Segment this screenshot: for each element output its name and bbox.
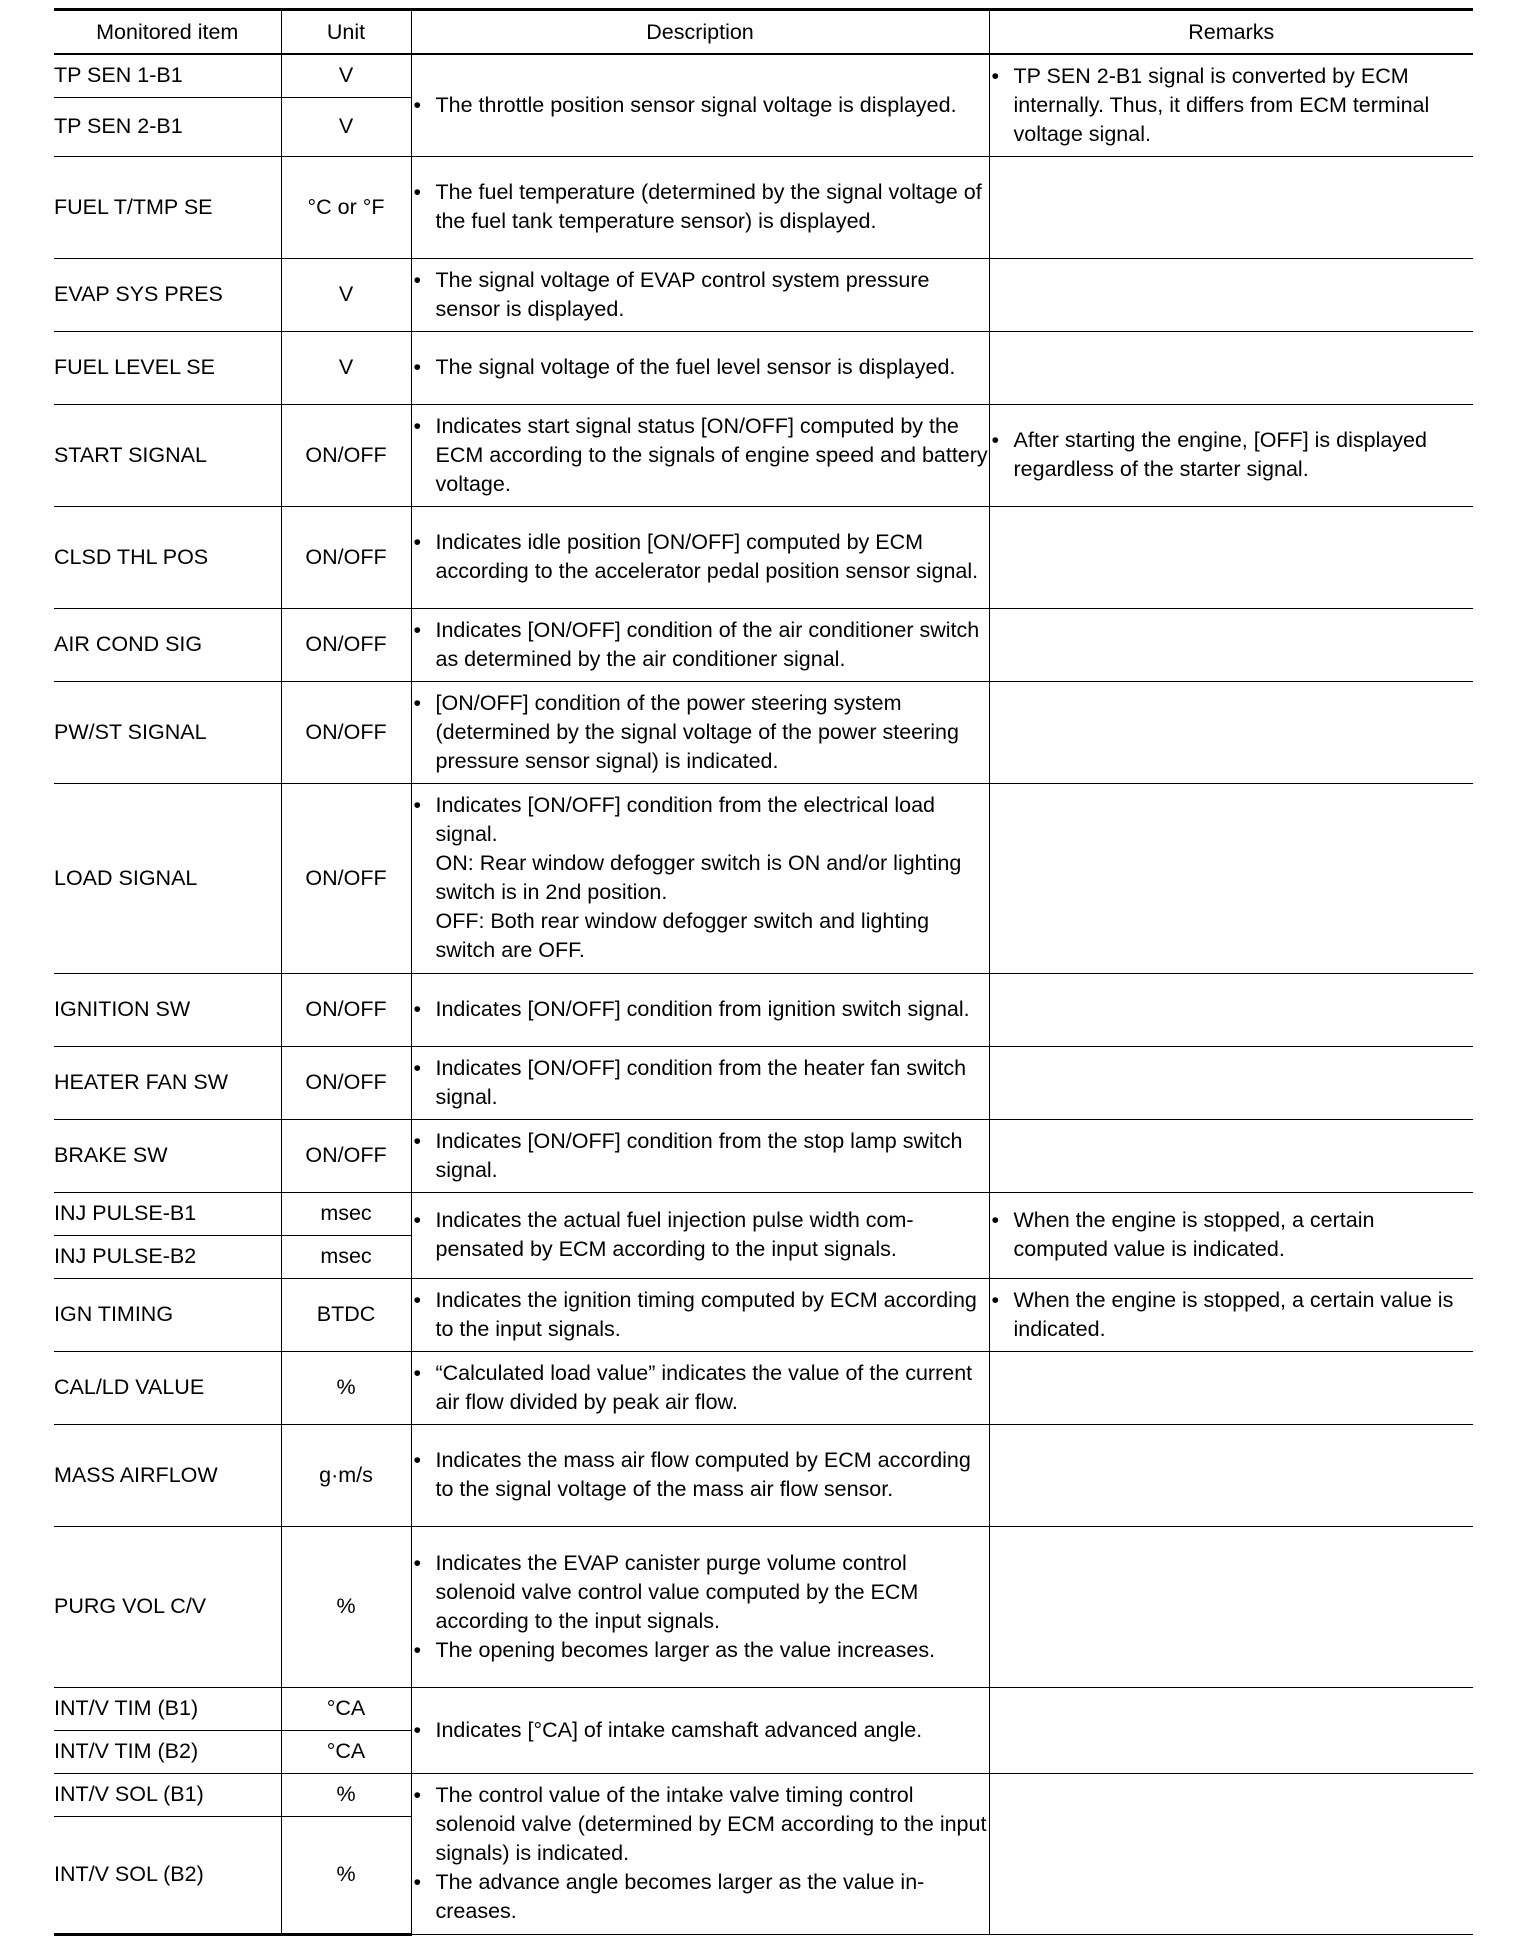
remarks-cell: [989, 331, 1473, 404]
unit-cell: ON/OFF: [281, 783, 411, 973]
description-text: • Indicates [ON/OFF] condition from ignition switch signal.: [412, 995, 989, 1024]
remarks-cell: [989, 156, 1473, 258]
unit-cell: ON/OFF: [281, 506, 411, 608]
item-cell: AIR COND SIG: [54, 608, 281, 681]
header-monitored-item: Monitored item: [54, 10, 281, 55]
description-cell: [411, 54, 989, 156]
item-cell: TP SEN 2-B1: [54, 97, 281, 156]
description-cell: [411, 258, 989, 331]
table-header-row: [54, 10, 1473, 55]
remarks-text: • When the engine is stopped, a certain computed value is indicated.: [990, 1206, 1474, 1264]
unit-cell: msec: [281, 1235, 411, 1278]
item-cell: FUEL LEVEL SE: [54, 331, 281, 404]
description-cell: [411, 1278, 989, 1351]
description-cell: [411, 1687, 989, 1773]
table-row: [54, 1526, 1473, 1687]
unit-cell: ON/OFF: [281, 681, 411, 783]
remarks-cell: [989, 404, 1473, 506]
unit-cell: %: [281, 1773, 411, 1816]
table-row: [54, 608, 1473, 681]
description-cell: [411, 681, 989, 783]
description-cell: [411, 973, 989, 1046]
table-row: [54, 331, 1473, 404]
item-cell: HEATER FAN SW: [54, 1046, 281, 1119]
remarks-cell: [989, 1773, 1473, 1934]
remarks-cell: [989, 258, 1473, 331]
description-cell: [411, 331, 989, 404]
description-off-text: OFF: Both rear window defogger switch and lighting switch are OFF.: [435, 909, 930, 962]
monitored-items-table: [54, 8, 1473, 1936]
remarks-cell: [989, 783, 1473, 973]
table-row: [54, 1192, 1473, 1235]
item-cell: FUEL T/TMP SE: [54, 156, 281, 258]
remarks-text: • After starting the engine, [OFF] is displayed regardless of the starter signal.: [990, 426, 1474, 484]
header-description: Description: [411, 10, 989, 55]
description-cell: [411, 1351, 989, 1424]
remarks-cell: [989, 1424, 1473, 1526]
unit-cell: ON/OFF: [281, 1119, 411, 1192]
remarks-text: • When the engine is stopped, a certain value is indicated.: [990, 1286, 1474, 1344]
table-row: [54, 54, 1473, 97]
table-row: [54, 681, 1473, 783]
description-text: • Indicates [ON/OFF] condition from the stop lamp switch signal.: [412, 1127, 989, 1185]
item-cell: CAL/LD VALUE: [54, 1351, 281, 1424]
remarks-cell: [989, 1351, 1473, 1424]
item-cell: BRAKE SW: [54, 1119, 281, 1192]
description-text: • The signal voltage of the fuel level sensor is displayed.: [412, 353, 989, 382]
unit-cell: °CA: [281, 1730, 411, 1773]
description-cell: [411, 783, 989, 973]
description-text: • Indicates [ON/OFF] condition from the heater fan switch signal.: [412, 1054, 989, 1112]
remarks-cell: [989, 1278, 1473, 1351]
description-text: • Indicates [ON/OFF] condition from the electrical load signal.: [435, 793, 935, 846]
description-text: • The opening becomes larger as the value increases.: [412, 1636, 989, 1665]
item-cell: EVAP SYS PRES: [54, 258, 281, 331]
description-cell: [411, 608, 989, 681]
remarks-cell: [989, 681, 1473, 783]
item-cell: START SIGNAL: [54, 404, 281, 506]
description-text: • The fuel temperature (determined by the signal voltage of the fuel tank temperature sensor) is displayed.: [412, 178, 989, 236]
description-text: • The advance angle becomes larger as the value increases.: [412, 1868, 989, 1926]
description-text: • The throttle position sensor signal voltage is displayed.: [412, 91, 989, 120]
description-text: • Indicates start signal status [ON/OFF] computed by the ECM according to the signals of engine speed and battery voltage.: [412, 412, 989, 499]
unit-cell: ON/OFF: [281, 608, 411, 681]
table-row: [54, 1687, 1473, 1730]
item-cell: IGN TIMING: [54, 1278, 281, 1351]
description-text: • Indicates the ignition timing computed by ECM according to the input signals.: [412, 1286, 989, 1344]
description-text: • Indicates the actual fuel injection pulse width compensated by ECM according to the input signals.: [412, 1206, 989, 1264]
description-on-text: ON: Rear window defogger switch is ON and/or lighting switch is in 2nd position.: [435, 851, 962, 904]
remarks-cell: [989, 1687, 1473, 1773]
item-cell: INT/V TIM (B1): [54, 1687, 281, 1730]
remarks-cell: [989, 1119, 1473, 1192]
item-cell: TP SEN 1-B1: [54, 54, 281, 97]
item-cell: MASS AIRFLOW: [54, 1424, 281, 1526]
description-cell: [411, 1526, 989, 1687]
item-cell: INJ PULSE-B1: [54, 1192, 281, 1235]
remarks-cell: [989, 973, 1473, 1046]
unit-cell: V: [281, 258, 411, 331]
unit-cell: °CA: [281, 1687, 411, 1730]
description-text: • Indicates the EVAP canister purge volume control solenoid valve control value computed by the ECM according to the input signals.: [412, 1549, 989, 1636]
table-row: [54, 1773, 1473, 1816]
item-cell: CLSD THL POS: [54, 506, 281, 608]
table-row: [54, 1351, 1473, 1424]
unit-cell: ON/OFF: [281, 1046, 411, 1119]
remarks-cell: [989, 506, 1473, 608]
table-row: [54, 506, 1473, 608]
description-cell: [411, 156, 989, 258]
unit-cell: %: [281, 1816, 411, 1934]
item-cell: INT/V SOL (B1): [54, 1773, 281, 1816]
description-text: • Indicates [°CA] of intake camshaft advanced angle.: [412, 1716, 989, 1745]
description-cell: [411, 1424, 989, 1526]
remarks-cell: [989, 1192, 1473, 1278]
item-cell: LOAD SIGNAL: [54, 783, 281, 973]
unit-cell: V: [281, 97, 411, 156]
table-row: [54, 258, 1473, 331]
remarks-cell: [989, 1046, 1473, 1119]
item-cell: PURG VOL C/V: [54, 1526, 281, 1687]
unit-cell: g·m/s: [281, 1424, 411, 1526]
table-row: [54, 156, 1473, 258]
unit-cell: %: [281, 1526, 411, 1687]
description-text: • Indicates the mass air flow computed by ECM according to the signal voltage of the mass air flow sensor.: [412, 1446, 989, 1504]
description-item: [412, 791, 989, 965]
unit-cell: V: [281, 54, 411, 97]
item-cell: PW/ST SIGNAL: [54, 681, 281, 783]
unit-cell: V: [281, 331, 411, 404]
table-row: [54, 1046, 1473, 1119]
item-cell: INT/V TIM (B2): [54, 1730, 281, 1773]
description-text: • Indicates idle position [ON/OFF] computed by ECM according to the accelerator pedal position sensor signal.: [412, 528, 989, 586]
description-cell: [411, 1773, 989, 1934]
description-text: • The control value of the intake valve timing control solenoid valve (determined by ECM according to the input signals) is indicated.: [412, 1781, 989, 1868]
table-row: [54, 783, 1473, 973]
table-row: [54, 404, 1473, 506]
description-text: • Indicates [ON/OFF] condition of the air conditioner switch as determined by the air conditioner signal.: [412, 616, 989, 674]
unit-cell: ON/OFF: [281, 404, 411, 506]
header-remarks: Remarks: [989, 10, 1473, 55]
item-cell: IGNITION SW: [54, 973, 281, 1046]
description-cell: [411, 1046, 989, 1119]
description-cell: [411, 506, 989, 608]
unit-cell: %: [281, 1351, 411, 1424]
item-cell: INJ PULSE-B2: [54, 1235, 281, 1278]
description-text: • [ON/OFF] condition of the power steering system (determined by the signal voltage of the power steering pressure sensor signal) is indicated.: [412, 689, 989, 776]
description-text: • “Calculated load value” indicates the value of the current air flow divided by peak air flow.: [412, 1359, 989, 1417]
description-cell: [411, 1192, 989, 1278]
table-row: [54, 1424, 1473, 1526]
item-cell: INT/V SOL (B2): [54, 1816, 281, 1934]
unit-cell: BTDC: [281, 1278, 411, 1351]
remarks-text: • TP SEN 2-B1 signal is converted by ECM internally. Thus, it differs from ECM terminal voltage signal.: [990, 62, 1474, 149]
remarks-cell: [989, 1526, 1473, 1687]
remarks-cell: [989, 608, 1473, 681]
table-row: [54, 1119, 1473, 1192]
description-text: • The signal voltage of EVAP control system pressure sensor is displayed.: [412, 266, 989, 324]
description-cell: [411, 404, 989, 506]
table-row: [54, 1278, 1473, 1351]
unit-cell: °C or °F: [281, 156, 411, 258]
description-cell: [411, 1119, 989, 1192]
unit-cell: ON/OFF: [281, 973, 411, 1046]
remarks-cell: [989, 54, 1473, 156]
unit-cell: msec: [281, 1192, 411, 1235]
header-unit: Unit: [281, 10, 411, 55]
table-row: [54, 973, 1473, 1046]
monitor-table-sheet: [54, 8, 1473, 1936]
